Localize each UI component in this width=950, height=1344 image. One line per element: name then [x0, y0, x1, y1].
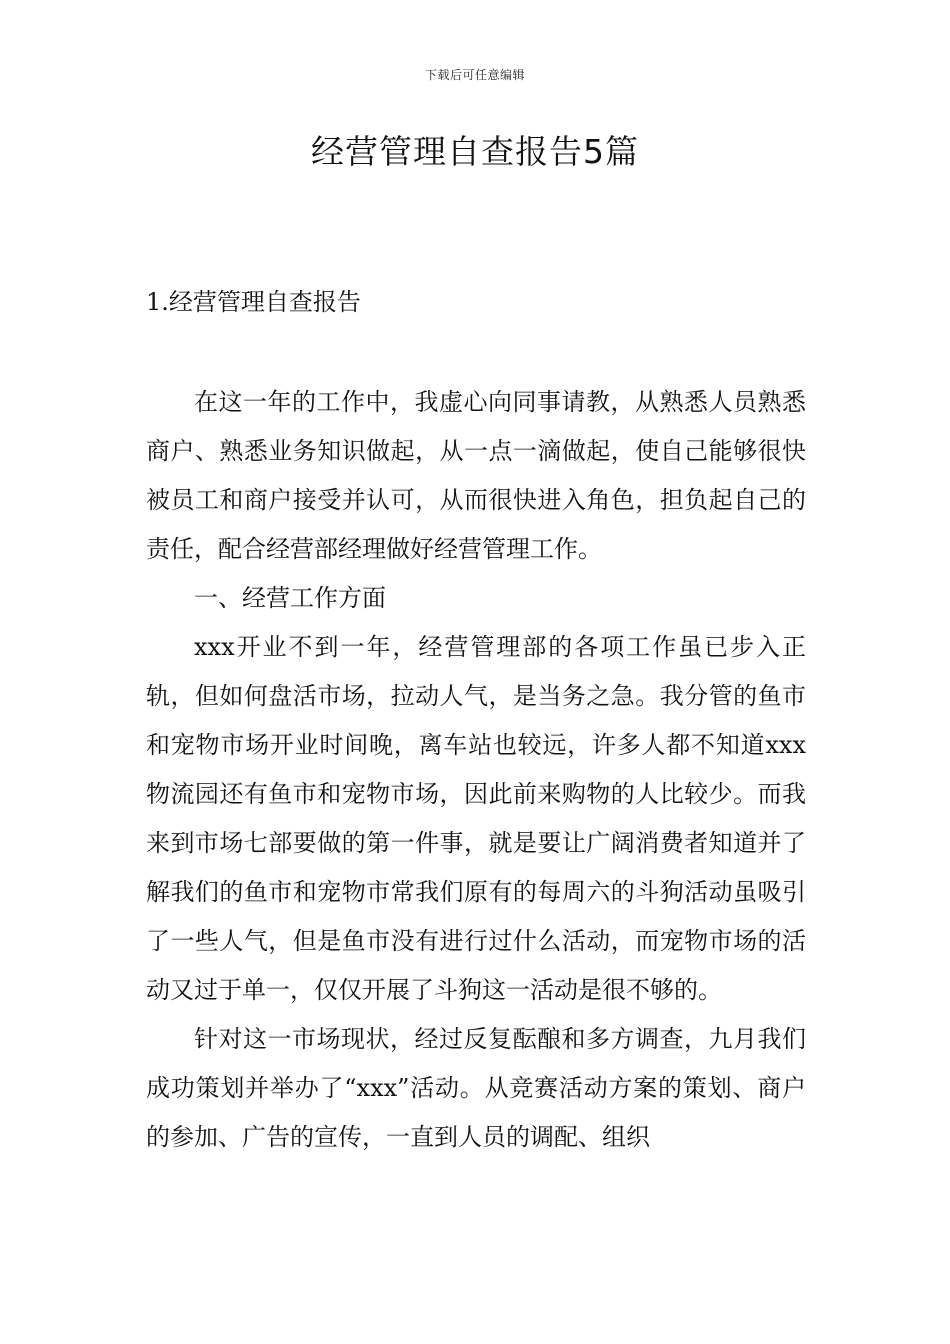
paragraph-market-status: xxx开业不到一年，经营管理部的各项工作虽已步入正轨，但如何盘活市场，拉动人气，是当务之急。我分管的鱼市和宠物市场开业时间晚，离车站也较远，许多人都不知道xxx物流园还有鱼市和宠物市场，因此前来购物的人比较少。而我来到市场七部要做的第一件事，就是要让广阔消费者知道并了解我们的鱼市和宠物市常我们原有的每周六的斗狗活动虽吸引了一些人气，但是鱼市没有进行过什么活动，而宠物市场的活动又过于单一，仅仅开展了斗狗这一活动是很不够的。	[146, 633, 806, 1004]
section-heading: 1.经营管理自查报告	[146, 288, 361, 316]
paragraph-subheading: 一、经营工作方面	[194, 584, 386, 612]
body-text	[146, 378, 806, 1162]
paragraph-event: 针对这一市场现状，经过反复酝酿和多方调查，九月我们成功策划并举办了“xxx”活动。从竞赛活动方案的策划、商户的参加、广告的宣传，一直到人员的调配、组织	[146, 1025, 806, 1151]
paragraph-intro: 在这一年的工作中，我虚心向同事请教，从熟悉人员熟悉商户、熟悉业务知识做起，从一点一滴做起，使自己能够很快被员工和商户接受并认可，从而很快进入角色，担负起自己的责任，配合经营部经理做好经营管理工作。	[146, 388, 806, 563]
header-note: 下载后可任意编辑	[424, 68, 525, 82]
document-title: 经营管理自查报告5篇	[311, 132, 639, 171]
